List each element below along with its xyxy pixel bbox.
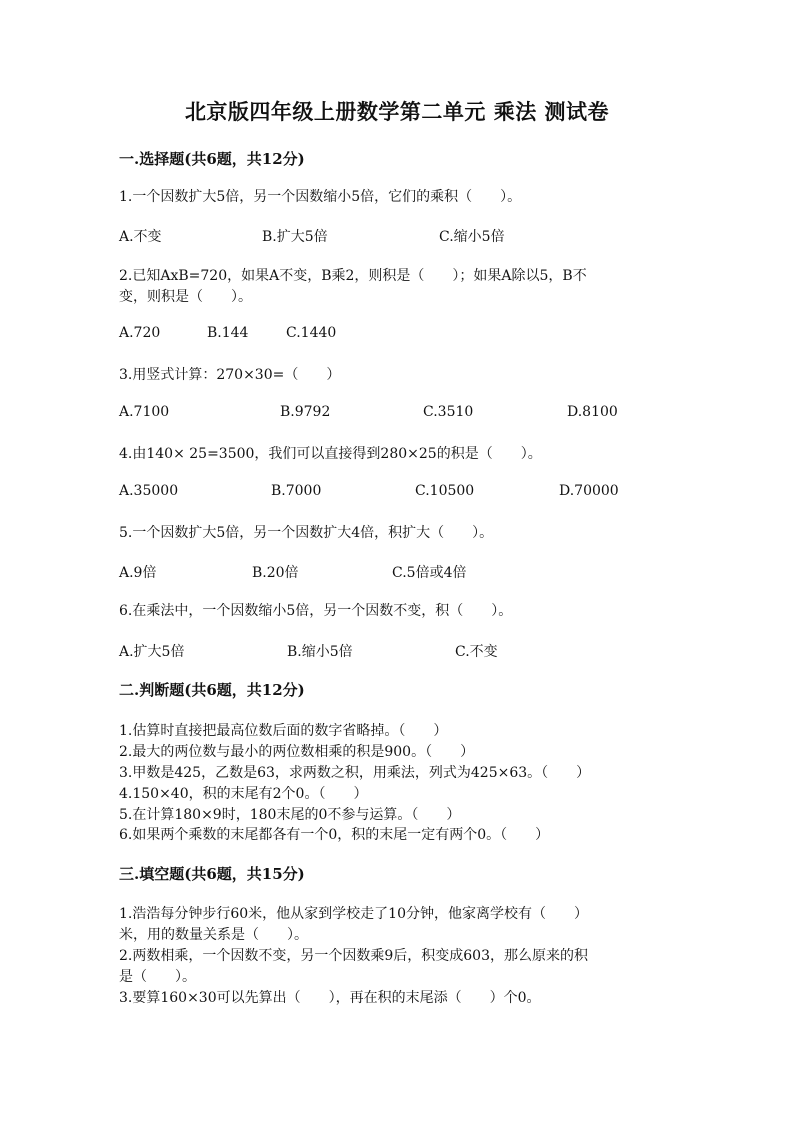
option-c: C.缩小5倍 (439, 229, 505, 245)
option-a: A.9倍 (119, 565, 157, 581)
option-a: A.720 (119, 325, 161, 341)
option-c: C.不变 (455, 644, 498, 660)
judgement-item: 2.最大的两位数与最小的两位数相乘的积是900。（ ） (119, 744, 475, 760)
option-b: B.缩小5倍 (287, 644, 353, 660)
question-stem: 3.用竖式计算：270×30=（ ） (119, 367, 341, 383)
judgement-item: 5.在计算180×9时，180末尾的0不参与运算。（ ） (119, 807, 461, 823)
question-stem: 2.已知AxB=720，如果A不变，B乘2，则积是（ ）；如果A除以5，B不 (119, 268, 587, 284)
option-b: B.9792 (280, 404, 331, 420)
option-a: A.扩大5倍 (119, 644, 185, 660)
fill-blank-line: 米，用的数量关系是（ ）。 (119, 927, 308, 943)
question-stem: 4.由140× 25=3500，我们可以直接得到280×25的积是（ ）。 (119, 446, 542, 462)
option-c: C.3510 (423, 404, 474, 420)
section-heading-judgement: 二.判断题(共6题，共12分) (119, 681, 305, 699)
page-title: 北京版四年级上册数学第二单元 乘法 测试卷 (184, 99, 610, 124)
fill-blank-line: 1.浩浩每分钟步行60米，他从家到学校走了10分钟，他家离学校有（ ） (119, 906, 588, 922)
judgement-item: 4.150×40，积的末尾有2个0。（ ） (119, 786, 368, 802)
option-c: C.5倍或4倍 (392, 565, 467, 581)
section-heading-choice: 一.选择题(共6题，共12分) (119, 150, 305, 168)
question-stem: 1.一个因数扩大5倍，另一个因数缩小5倍，它们的乘积（ ）。 (119, 189, 522, 205)
option-b: B.144 (207, 325, 249, 341)
option-d: D.8100 (567, 404, 618, 420)
fill-blank-line: 2.两数相乘，一个因数不变，另一个因数乘9后，积变成603，那么原来的积 (119, 948, 588, 964)
question-stem-cont: 变，则积是（ ）。 (119, 289, 252, 305)
fill-blank-line: 3.要算160×30可以先算出（ ），再在积的末尾添（ ）个0。 (119, 990, 541, 1006)
option-d: D.70000 (559, 483, 619, 499)
option-a: A.7100 (119, 404, 170, 420)
option-c: C.1440 (286, 325, 337, 341)
option-c: C.10500 (415, 483, 475, 499)
option-a: A.不变 (119, 229, 162, 245)
option-b: B.7000 (271, 483, 322, 499)
judgement-item: 1.估算时直接把最高位数后面的数字省略掉。（ ） (119, 723, 448, 739)
option-a: A.35000 (119, 483, 179, 499)
judgement-item: 6.如果两个乘数的末尾都各有一个0，积的末尾一定有两个0。（ ） (119, 827, 550, 843)
question-stem: 5.一个因数扩大5倍，另一个因数扩大4倍，积扩大（ ）。 (119, 525, 494, 541)
fill-blank-line: 是（ ）。 (119, 969, 196, 985)
question-stem: 6.在乘法中，一个因数缩小5倍，另一个因数不变，积（ ）。 (119, 603, 513, 619)
section-heading-fill-blank: 三.填空题(共6题，共15分) (119, 865, 305, 883)
option-b: B.扩大5倍 (262, 229, 328, 245)
option-b: B.20倍 (252, 565, 299, 581)
judgement-item: 3.甲数是425，乙数是63，求两数之积，用乘法，列式为425×63。（ ） (119, 765, 591, 781)
